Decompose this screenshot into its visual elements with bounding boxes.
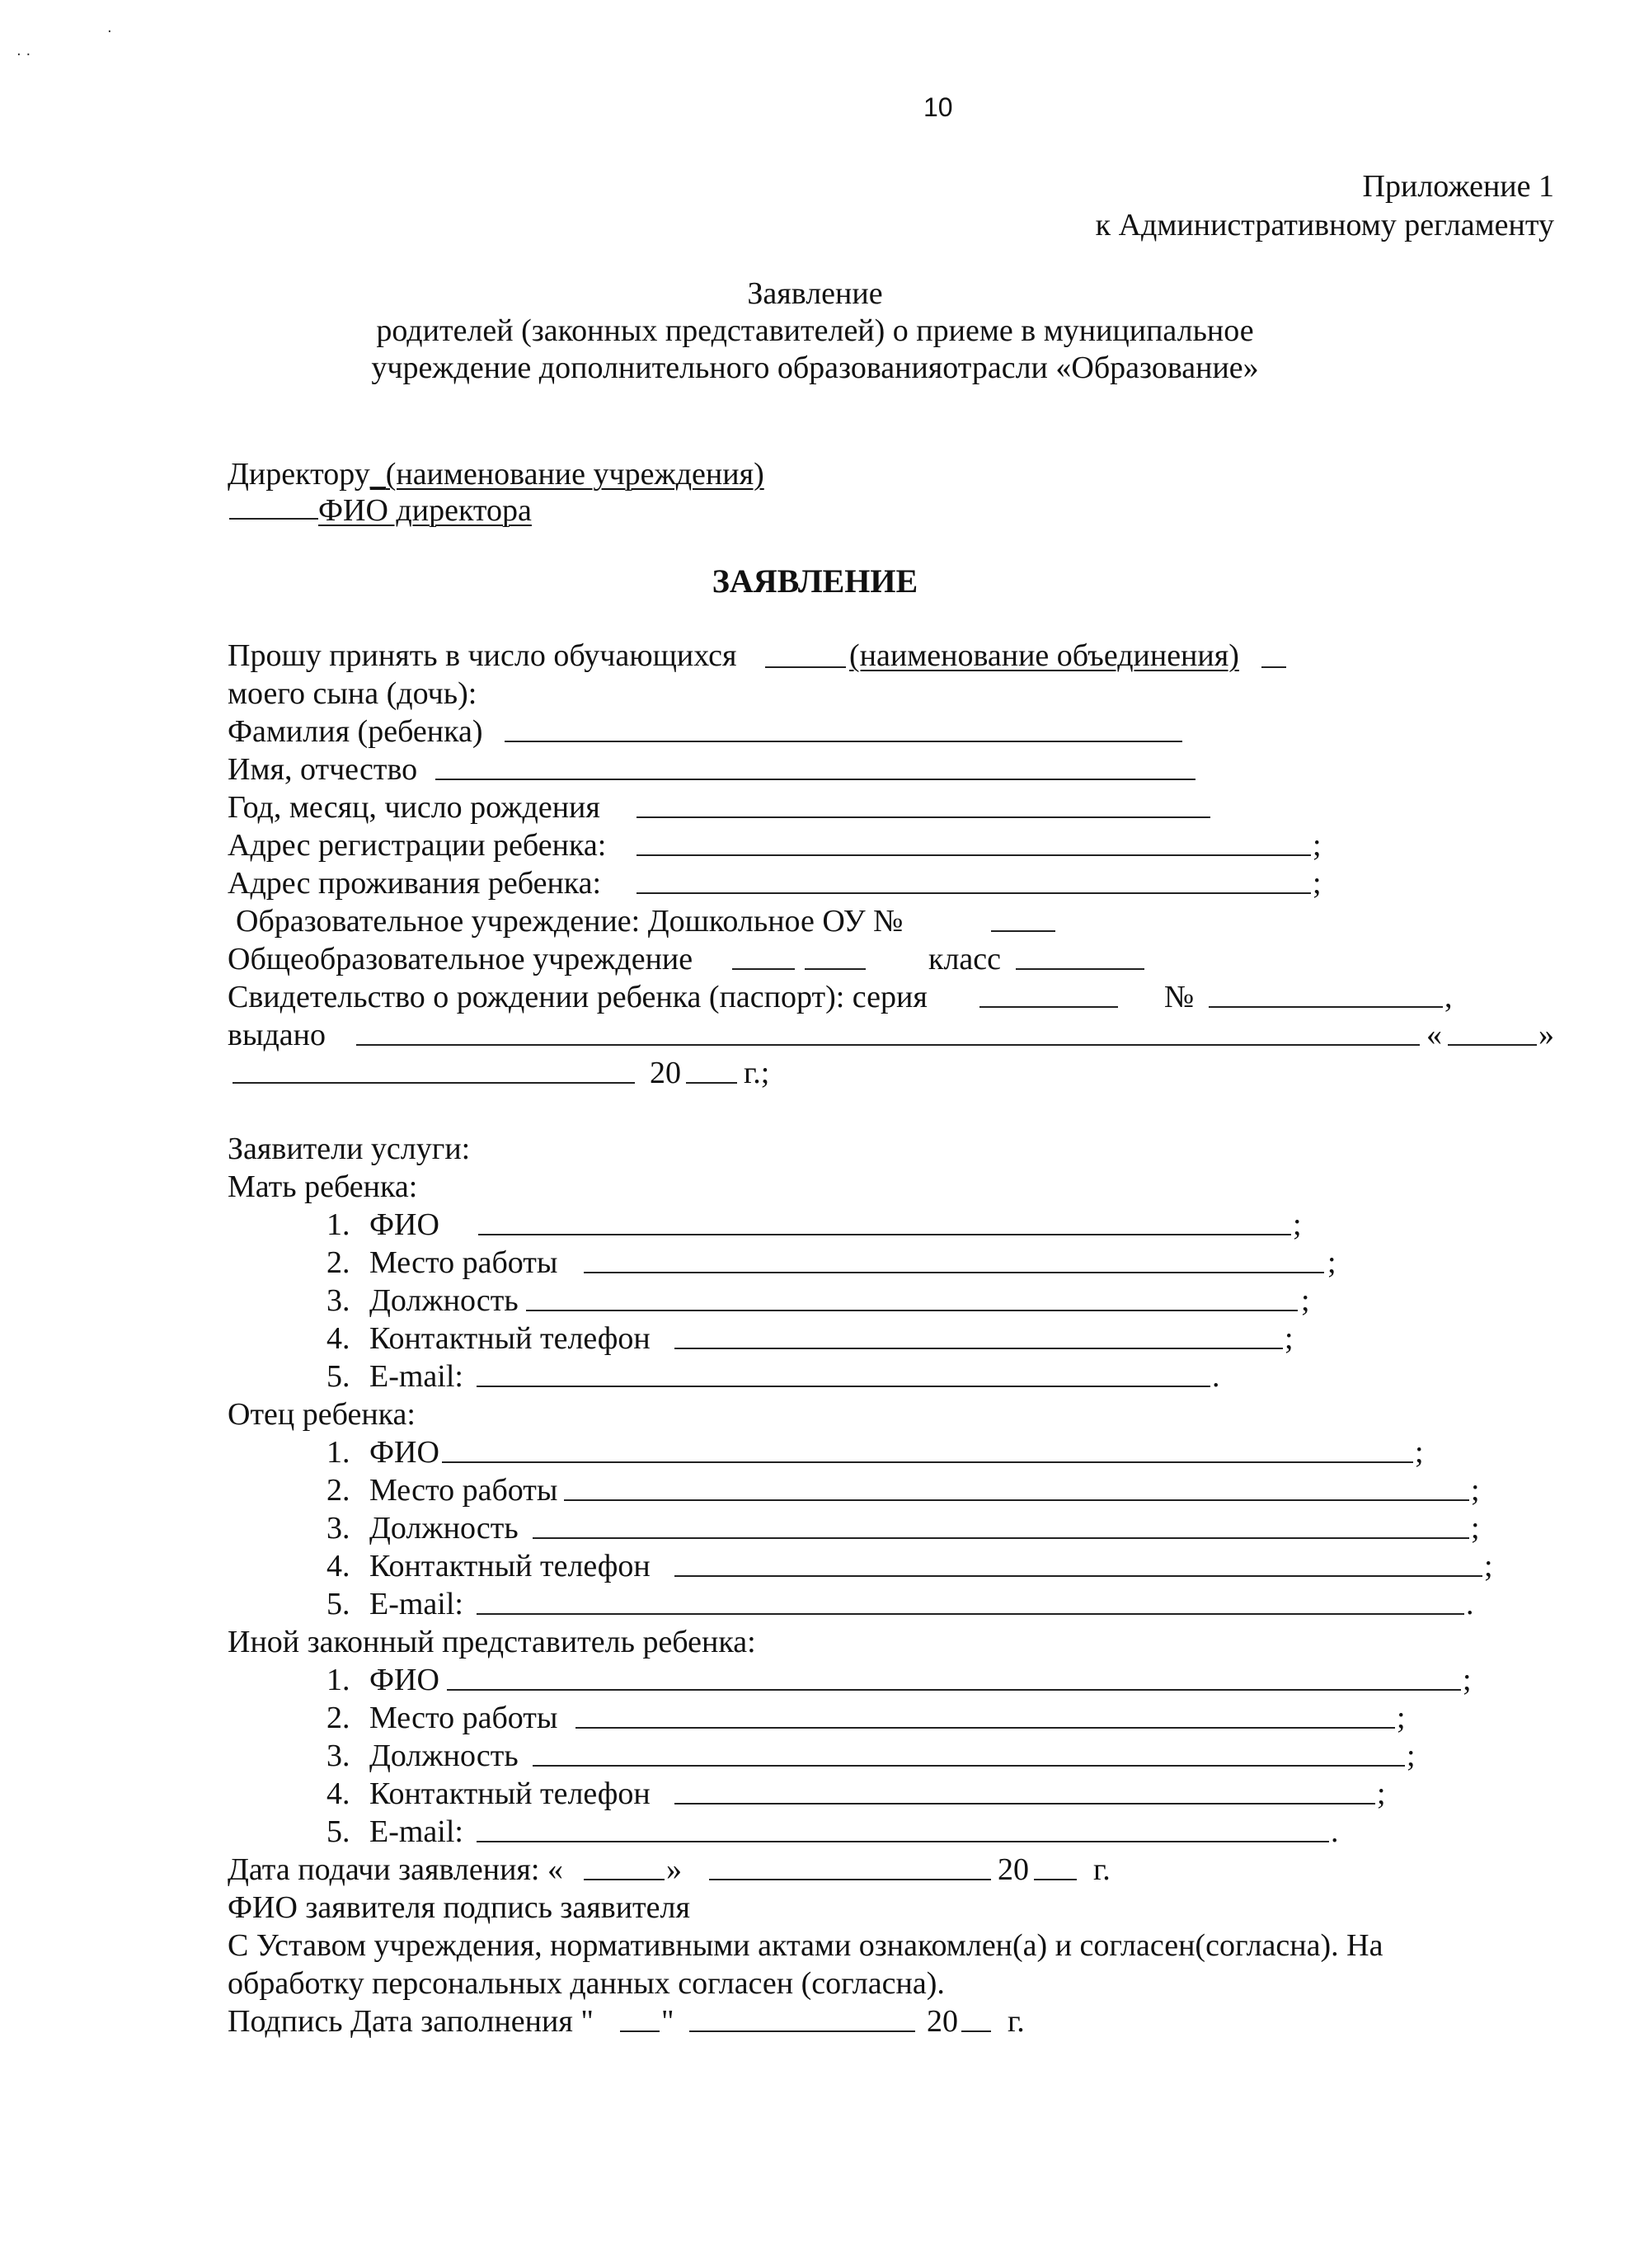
addressee-line [228, 455, 764, 493]
issued-year-suffix: г.; [744, 1056, 770, 1090]
consent-line-1: С Уставом учреждения, нормативными актами ознакомлен(а) и согласен(согласна). На [228, 1928, 1383, 1963]
other-fio-label: ФИО [369, 1663, 439, 1697]
period: . [1331, 1814, 1339, 1849]
edu-number-field[interactable] [991, 930, 1055, 932]
other-phone-field[interactable] [674, 1803, 1375, 1805]
association-tail-line [1261, 666, 1286, 668]
semicolon: ; [1484, 1549, 1493, 1583]
mother-label: Мать ребенка: [228, 1169, 418, 1204]
father-fio-field[interactable] [442, 1461, 1413, 1463]
child-label: моего сына (дочь): [228, 676, 477, 711]
fill-year-suffix: г. [1008, 2004, 1025, 2039]
submit-date-label: Дата подачи заявления: « [228, 1852, 563, 1887]
heading-line-1: Заявление [747, 276, 883, 311]
father-work-label: Место работы [369, 1473, 558, 1508]
father-label: Отец ребенка: [228, 1397, 416, 1432]
fill-year-prefix: 20 [927, 2004, 958, 2039]
cert-series-field[interactable] [979, 1006, 1118, 1008]
other-rep-label: Иной законный представитель ребенка: [228, 1625, 756, 1659]
fill-month-field[interactable] [689, 2030, 915, 2032]
addressee-prefix: Директору [228, 457, 370, 492]
semicolon: ; [1313, 866, 1322, 901]
edu-label: Образовательное учреждение: Дошкольное ОУ № [236, 904, 904, 939]
list-number: 4. [326, 1321, 350, 1356]
list-number: 5. [326, 1359, 350, 1394]
submit-month-field[interactable] [709, 1879, 991, 1880]
surname-label: Фамилия (ребенка) [228, 714, 483, 749]
mother-email-label: E-mail: [369, 1359, 463, 1394]
appendix-line-1: Приложение 1 [1362, 169, 1554, 204]
issued-day-field[interactable] [1448, 1044, 1537, 1046]
list-number: 4. [326, 1549, 350, 1583]
reg-address-field[interactable] [636, 854, 1311, 856]
other-email-field[interactable] [477, 1841, 1329, 1842]
live-address-label: Адрес проживания ребенка: [228, 866, 602, 901]
period: . [1466, 1587, 1474, 1621]
heading-line-3: учреждение дополнительного образованияотрасли «Образование» [371, 351, 1259, 385]
list-number: 3. [326, 1511, 350, 1546]
name-field[interactable] [435, 779, 1195, 780]
period: . [1212, 1359, 1220, 1394]
mother-position-label: Должность [369, 1283, 519, 1318]
semicolon: ; [1293, 1207, 1302, 1242]
association-name: (наименование объединения) [849, 638, 1239, 673]
semicolon: ; [1313, 828, 1322, 863]
quote-close: » [1538, 1018, 1554, 1052]
surname-field[interactable] [505, 741, 1182, 742]
mother-work-field[interactable] [584, 1272, 1324, 1273]
semicolon: ; [1463, 1663, 1472, 1697]
submit-year-suffix: г. [1093, 1852, 1111, 1887]
quote-close: » [666, 1852, 682, 1887]
mother-email-field[interactable] [477, 1386, 1210, 1387]
issued-year-prefix: 20 [650, 1056, 681, 1090]
issued-month-field[interactable] [233, 1082, 635, 1084]
document-title: ЗАЯВЛЕНИЕ [712, 562, 918, 600]
reg-address-label: Адрес регистрации ребенка: [228, 828, 607, 863]
live-address-field[interactable] [636, 892, 1311, 894]
father-position-label: Должность [369, 1511, 519, 1546]
quote-open: « [1426, 1018, 1442, 1052]
fill-date-label: Подпись Дата заполнения " [228, 2004, 594, 2039]
consent-line-2: обработку персональных данных согласен (согласна). [228, 1966, 945, 2001]
director-underline [229, 518, 318, 520]
list-number: 3. [326, 1739, 350, 1773]
cert-label: Свидетельство о рождении ребенка (паспорт): серия [228, 980, 928, 1014]
father-fio-label: ФИО [369, 1435, 439, 1470]
other-position-label: Должность [369, 1739, 519, 1773]
mother-phone-field[interactable] [674, 1348, 1283, 1349]
class-field[interactable] [1016, 968, 1144, 970]
semicolon: ; [1397, 1701, 1406, 1735]
list-number: 5. [326, 1587, 350, 1621]
list-number: 1. [326, 1207, 350, 1242]
semicolon: ; [1327, 1245, 1336, 1280]
father-work-field[interactable] [564, 1499, 1469, 1501]
list-number: 5. [326, 1814, 350, 1849]
father-email-field[interactable] [477, 1613, 1464, 1615]
school-label: Общеобразовательное учреждение [228, 942, 693, 976]
submit-day-field[interactable] [584, 1879, 665, 1880]
request-blank [765, 666, 846, 668]
list-number: 1. [326, 1435, 350, 1470]
issued-year-field[interactable] [686, 1082, 737, 1084]
other-work-label: Место работы [369, 1701, 558, 1735]
semicolon: ; [1285, 1321, 1294, 1356]
fill-year-field[interactable] [961, 2030, 991, 2032]
semicolon: ; [1407, 1739, 1416, 1773]
director-name: ФИО директора [318, 493, 532, 528]
list-number: 3. [326, 1283, 350, 1318]
mother-fio-field[interactable] [478, 1234, 1291, 1235]
submit-year-prefix: 20 [998, 1852, 1029, 1887]
comma: , [1444, 980, 1453, 1014]
fill-quote: " [661, 2004, 674, 2039]
submit-year-field[interactable] [1034, 1879, 1077, 1880]
semicolon: ; [1377, 1776, 1386, 1811]
request-prefix: Прошу принять в число обучающихся [228, 638, 737, 673]
list-number: 2. [326, 1473, 350, 1508]
semicolon: ; [1415, 1435, 1424, 1470]
issued-field[interactable] [356, 1044, 1420, 1046]
birth-field[interactable] [636, 816, 1210, 818]
other-position-field[interactable] [533, 1765, 1405, 1767]
mother-position-field[interactable] [526, 1310, 1298, 1311]
scan-speck: · [107, 23, 112, 40]
fill-day-field[interactable] [620, 2030, 660, 2032]
mother-work-label: Место работы [369, 1245, 558, 1280]
name-label: Имя, отчество [228, 752, 418, 787]
school-field-2[interactable] [805, 968, 866, 970]
scan-speck: · · [16, 46, 31, 64]
other-fio-field[interactable] [447, 1689, 1461, 1691]
other-work-field[interactable] [575, 1727, 1395, 1729]
list-number: 2. [326, 1245, 350, 1280]
institution-name: _(наименование учреждения) [369, 457, 764, 492]
applicants-title: Заявители услуги: [228, 1132, 471, 1166]
mother-fio-label: ФИО [369, 1207, 439, 1242]
birth-label: Год, месяц, число рождения [228, 790, 600, 825]
other-phone-label: Контактный телефон [369, 1776, 651, 1811]
father-position-field[interactable] [533, 1537, 1469, 1539]
other-email-label: E-mail: [369, 1814, 463, 1849]
list-number: 2. [326, 1701, 350, 1735]
school-field-1[interactable] [732, 968, 795, 970]
appendix-line-2: к Административному регламенту [1095, 208, 1554, 242]
mother-phone-label: Контактный телефон [369, 1321, 651, 1356]
semicolon: ; [1471, 1511, 1480, 1546]
list-number: 4. [326, 1776, 350, 1811]
cert-number-sign: № [1164, 980, 1195, 1014]
semicolon: ; [1301, 1283, 1310, 1318]
heading-line-2: родителей (законных представителей) о приеме в муниципальное [376, 313, 1254, 348]
list-number: 1. [326, 1663, 350, 1697]
class-label: класс [928, 942, 1002, 976]
semicolon: ; [1471, 1473, 1480, 1508]
father-phone-label: Контактный телефон [369, 1549, 651, 1583]
cert-number-field[interactable] [1209, 1006, 1443, 1008]
issued-label: выдано [228, 1018, 326, 1052]
signature-line: ФИО заявителя подпись заявителя [228, 1890, 690, 1925]
page-number: 10 [923, 92, 953, 122]
father-phone-field[interactable] [674, 1575, 1482, 1577]
father-email-label: E-mail: [369, 1587, 463, 1621]
